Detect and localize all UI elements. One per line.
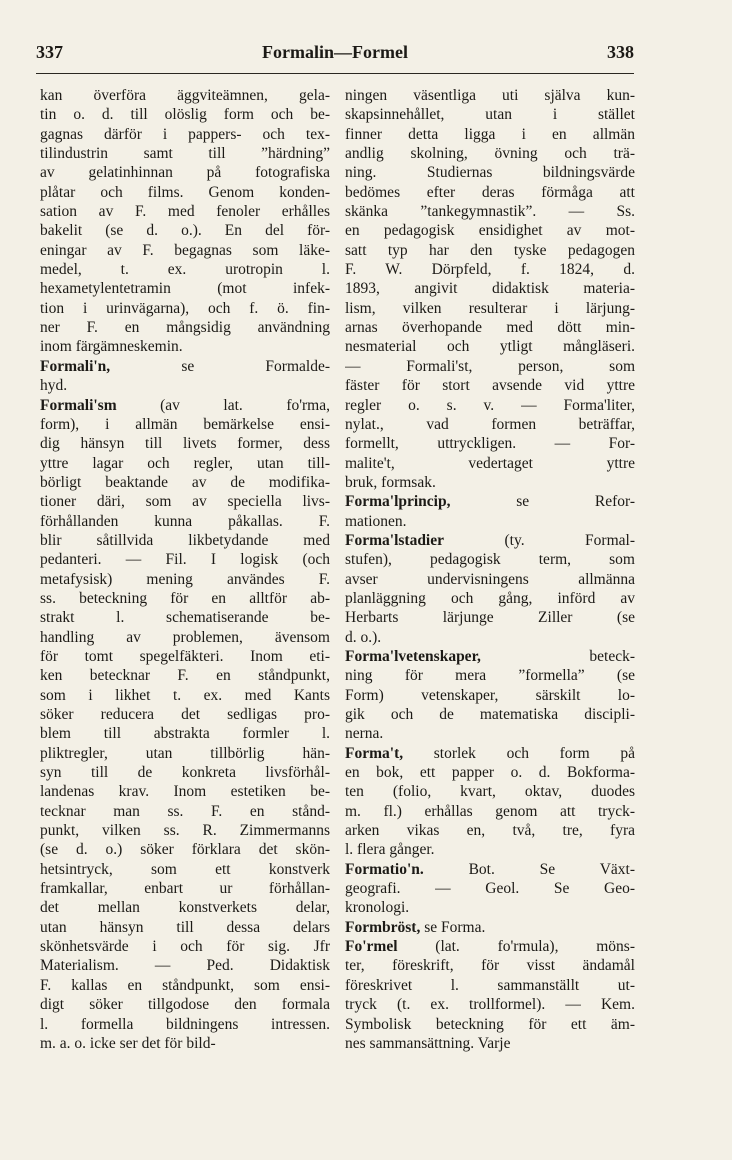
text-line: bakelit (se d. o.). En del för- (40, 222, 330, 240)
text-line: digt söker tillgodose den formala (40, 996, 330, 1014)
text-line: m. a. o. icke ser det för bild- (40, 1034, 216, 1052)
text-line: stufen), pedagogisk term, som (345, 551, 635, 569)
text-line: Form) vetenskaper, särskilt lo- (345, 686, 635, 704)
text-line: nesmaterial och ytligt mångläseri. (345, 338, 635, 356)
text-line: form), i allmän bemärkelse ensi- (40, 415, 330, 433)
text-line: skapsinnehållet, utan i stället (345, 106, 635, 124)
text-line: skänka ”tankegymnastik”. — Ss. (345, 203, 635, 221)
text-line: tioner däri, som av speciella livs- (40, 493, 330, 511)
text-line: lism, vilken resulterar i lärjung- (345, 299, 635, 317)
text-line: l. flera gånger. (345, 841, 435, 859)
text-line: en bok, ett papper o. d. Bokforma- (345, 764, 635, 782)
text-line: bedömes efter deras förmåga att (345, 183, 635, 201)
text-line: nerna. (345, 725, 384, 743)
text-line: strakt l. schematiserande be- (40, 609, 330, 627)
text-line: för tomt spegelfäkteri. Inom eti- (40, 647, 330, 665)
text-line: ter, föreskrift, för visst ändamål (345, 957, 635, 975)
text-line: framkallar, enbart ur förhållan- (40, 880, 330, 898)
text-line: blem till abstrakta formler l. (40, 725, 330, 743)
text-line: Forma'lstadier (ty. Formal- (345, 531, 635, 549)
text-line: Formbröst, se Forma. (345, 918, 486, 936)
header-title: Formalin—Formel (262, 42, 408, 62)
text-line: nes sammansättning. Varje (345, 1034, 511, 1052)
text-line: kan överföra äggviteämnen, gela- (40, 87, 330, 104)
text-line: ten (folio, kvart, oktav, duodes (345, 783, 635, 801)
text-line: hexametylentetramin (mot infek- (40, 280, 330, 298)
text-line: förhållanden kunna påkallas. F. (40, 512, 330, 530)
text-line: ner F. en mångsidig användning (40, 319, 330, 337)
right-page-number: 338 (607, 42, 634, 62)
text-line: Formali'sm (av lat. fo'rma, (40, 396, 330, 414)
text-line: geografi. — Geol. Se Geo- (345, 880, 635, 898)
text-line: Formatio'n. Bot. Se Växt- (345, 860, 635, 878)
text-line: söker reducera det sedligas pro- (40, 706, 330, 723)
text-line: ningen väsentliga uti själva kun- (345, 87, 635, 104)
text-line: föreskrivet l. sammanställt ut- (345, 976, 635, 994)
text-line: som i likhet t. ex. med Kants (40, 686, 330, 704)
text-line: — Formali'st, person, som (345, 357, 635, 375)
text-line: hetsintryck, som ett konstverk (40, 860, 330, 878)
text-line: gagnas därför i pappers- och tex- (40, 125, 330, 143)
text-line: inom färgämneskemin. (40, 338, 183, 356)
text-line: tilindustrin samt till ”härdning” (40, 145, 330, 163)
text-line: F. kallas en ståndpunkt, som ensi- (40, 976, 330, 994)
text-line: ss. beteckning för en alltför ab- (40, 589, 330, 607)
text-line: arken vikas en, två, tre, fyra (345, 822, 635, 840)
text-line: hyd. (40, 377, 68, 395)
text-line: plåtar och films. Genom konden- (40, 183, 330, 201)
text-line: andlig skolning, övning och trä- (345, 145, 635, 163)
text-line: landenas krav. Inom estetiken be- (40, 783, 330, 801)
text-line: det mellan konstverkets delar, (40, 899, 330, 917)
text-line: sation av F. med fenoler erhålles (40, 203, 330, 221)
left-column (40, 86, 330, 1053)
text-line: formellt, uttryckligen. — For- (345, 435, 635, 453)
text-line: Forma'lvetenskaper, beteck- (345, 647, 635, 665)
text-line: mationen. (345, 512, 407, 530)
text-line: satt typ har den tyske pedagogen (345, 241, 635, 259)
text-line: pliktregler, utan tillbörlig hän- (40, 744, 330, 762)
headword: Forma'lprincip, (345, 493, 451, 511)
text-line: (se d. o.) söker förklara det skön- (40, 841, 330, 859)
headword: Formali'sm (40, 396, 117, 414)
headword: Forma'lstadier (345, 531, 445, 549)
text-line: Symbolisk beteckning för ett äm- (345, 1015, 635, 1033)
text-line: metafysisk) mening användes F. (40, 570, 330, 588)
text-line: av gelatinhinnan på fotografiska (40, 164, 330, 182)
text-line: 1893, angivit didaktisk materia- (345, 280, 635, 298)
text-line: m. fl.) erhållas genom att tryck- (345, 802, 635, 820)
text-line: blir såtillvida likbetydande med (40, 531, 330, 549)
text-line: bruk, formsak. (345, 473, 436, 491)
text-line: tecknar man ss. F. en stånd- (40, 802, 330, 820)
text-line: tion i urinvägarna), och f. ö. fin- (40, 299, 330, 317)
text-line: d. o.). (345, 628, 382, 646)
headword: Forma't, (345, 744, 404, 762)
text-line: Forma'lprincip, se Refor- (345, 493, 635, 511)
text-line: Fo'rmel (lat. fo'rmula), möns- (345, 938, 635, 956)
text-line: finner detta ligga i en allmän (345, 125, 635, 143)
text-line: ning. Studiernas bildningsvärde (345, 164, 635, 182)
text-line: yttre lagar och regler, utan till- (40, 454, 330, 472)
text-line: nylat., vad formen beträffar, (345, 415, 635, 433)
text-line: utan hänsyn till dessa delars (40, 918, 330, 936)
headword: Fo'rmel (345, 938, 398, 956)
text-line: börligt beaktande av de modifika- (40, 473, 330, 491)
text-line: Formali'n, se Formalde- (40, 357, 330, 375)
text-line: dig hänsyn till livets former, dess (40, 435, 330, 453)
header-rule (36, 73, 634, 74)
text-line: arnas överhopande med dött min- (345, 319, 635, 337)
running-header (36, 40, 634, 68)
text-line: F. W. Dörpfeld, f. 1824, d. (345, 261, 635, 279)
headword: Formatio'n. (345, 860, 424, 878)
text-line: Materialism. — Ped. Didaktisk (40, 957, 330, 975)
text-line: ken betecknar F. en ståndpunkt, (40, 667, 330, 685)
text-line: tin o. d. till olöslig form och be- (40, 106, 330, 124)
right-column (345, 86, 635, 1053)
text-line: kronologi. (345, 899, 410, 917)
headword: Forma'lvetenskaper, (345, 647, 481, 665)
text-line: punkt, vilken ss. R. Zimmermanns (40, 822, 330, 840)
left-page-number: 337 (36, 42, 63, 62)
text-line: ning för mera ”formella” (se (345, 667, 635, 685)
text-line: syn till de konkreta livsförhål- (40, 764, 330, 782)
text-line: eningar av F. begagnas som läke- (40, 241, 330, 259)
text-line: Forma't, storlek och form på (345, 744, 635, 762)
text-line: fäster för stort avsende vid yttre (345, 377, 635, 395)
headword: Formali'n, (40, 357, 111, 375)
text-line: medel, t. ex. urotropin l. (40, 261, 330, 279)
text-line: avser undervisningens allmänna (345, 570, 635, 588)
text-line: gik och de matematiska discipli- (345, 706, 635, 723)
text-line: pedanteri. — Fil. I logisk (och (40, 551, 330, 569)
text-line: tryck (t. ex. trollformel). — Kem. (345, 996, 635, 1014)
text-line: regler o. s. v. — Forma'liter, (345, 396, 635, 414)
text-line: skönhetsvärde i och för sig. Jfr (40, 938, 330, 956)
text-line: Herbarts lärjunge Ziller (se (345, 609, 635, 627)
text-line: l. formella bildningens intressen. (40, 1015, 330, 1033)
text-line: en pedagogisk ensidighet av mot- (345, 222, 635, 240)
headword: Formbröst, (345, 918, 421, 936)
text-line: handling av problemen, ävensom (40, 628, 330, 646)
text-line: malite't, vedertaget yttre (345, 454, 635, 472)
text-line: planläggning och gång, införd av (345, 589, 635, 607)
